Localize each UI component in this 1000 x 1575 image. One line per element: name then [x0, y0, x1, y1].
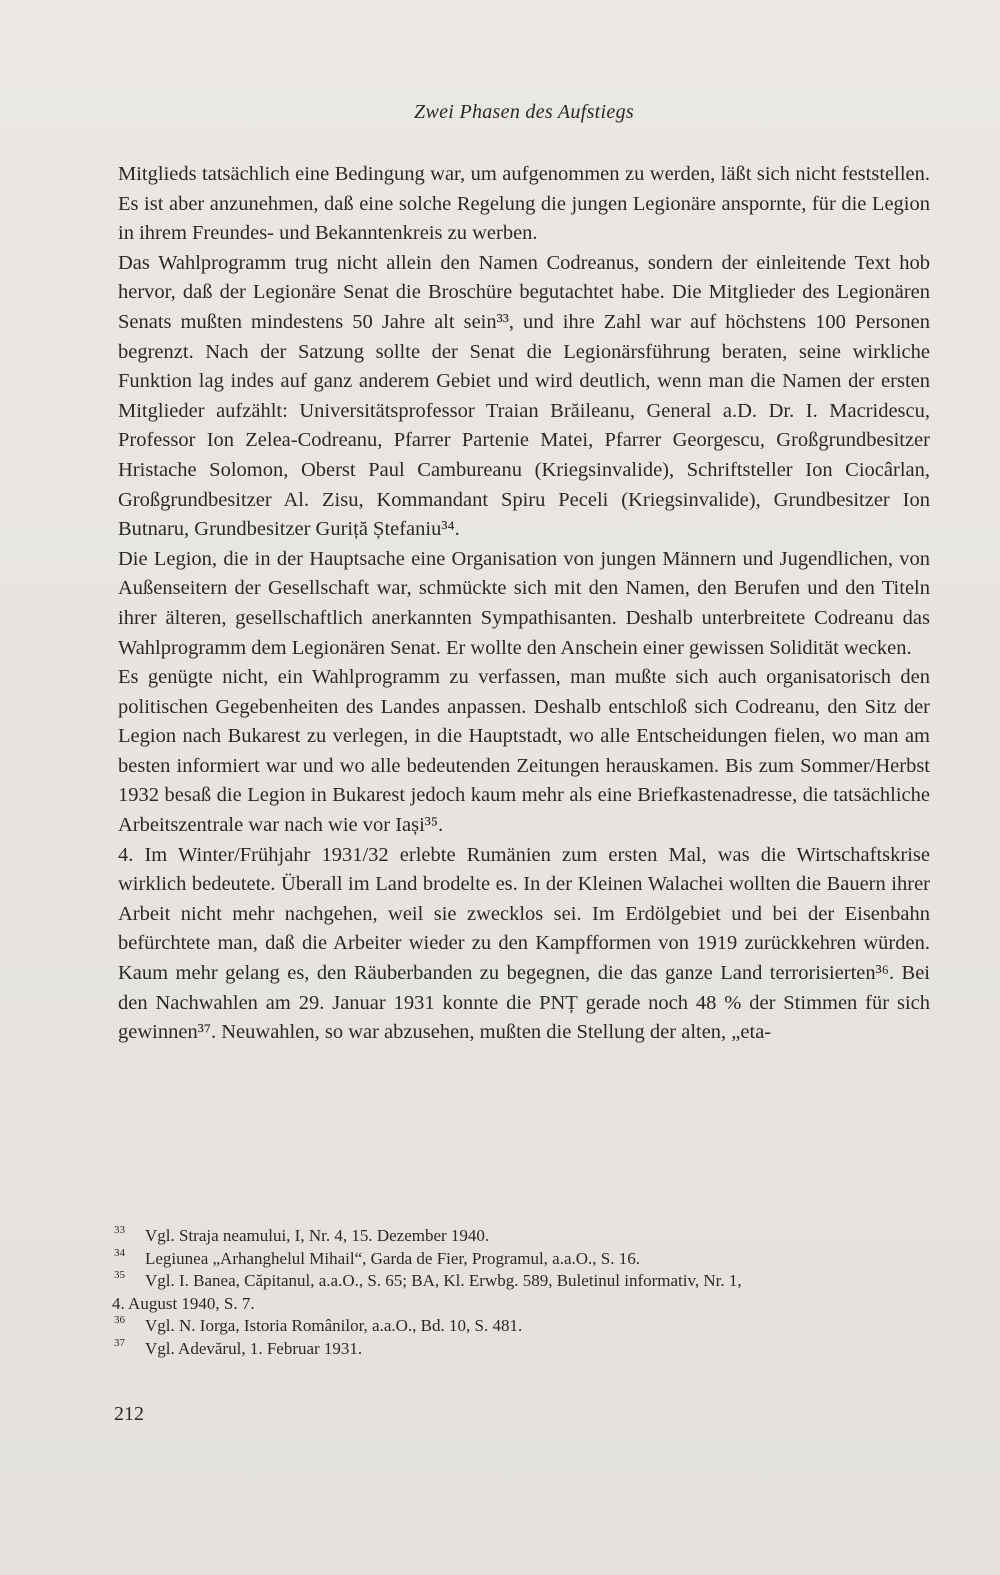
footnote-number: 35 [114, 1269, 125, 1282]
footnotes [112, 1225, 930, 1361]
footnote [112, 1315, 930, 1338]
page-number: 212 [114, 1403, 144, 1425]
footnote-text: Vgl. I. Banea, Căpitanul, a.a.O., S. 65; BA, Kl. Erwbg. 589, Buletinul informativ, Nr. 1, [145, 1271, 742, 1291]
footnote [112, 1270, 930, 1293]
footnote-number: 36 [114, 1314, 125, 1327]
footnote-continuation: 4. August 1940, S. 7. [112, 1293, 255, 1313]
footnote [112, 1248, 930, 1271]
footnote [112, 1338, 930, 1361]
footnote-text: Vgl. Adevărul, 1. Februar 1931. [145, 1338, 363, 1358]
running-title: Zwei Phasen des Aufstiegs [414, 101, 634, 123]
paragraph: Mitglieds tatsächlich eine Bedingung war, um aufgenommen zu werden, läßt sich nicht feststellen. Es ist aber anzunehmen, daß eine solche Regelung die jungen Legionäre anspornte, für die Legion in ihrem Freundes- und Bekanntenkreis zu werben. [118, 163, 930, 245]
footnote-text: Legiunea „Arhanghelul Mihail“, Garda de Fier, Programul, a.a.O., S. 16. [145, 1248, 641, 1268]
footnote-text: Vgl. Straja neamului, I, Nr. 4, 15. Dezember 1940. [145, 1226, 490, 1245]
footnote-number: 33 [114, 1224, 125, 1236]
paragraph: Es genügte nicht, ein Wahlprogramm zu verfassen, man mußte sich auch organisatorisch den politischen Gegebenheiten des Landes anpassen. Deshalb entschloß sich Codreanu, den Sitz der Legion nach Bukarest zu verlegen, in die Hauptstadt, wo alle Entscheidungen fielen, wo man am besten informiert war und wo alle bedeutenden Zeitungen herauskamen. Bis zum Sommer/Herbst 1932 besaß die Legion in Bukarest jedoch kaum mehr als eine Briefkastenadresse, die tatsächliche Arbeitszentrale war nach wie vor Iași³⁵. [118, 666, 930, 837]
footnote-number: 37 [114, 1336, 125, 1349]
paragraph: Die Legion, die in der Hauptsache eine Organisation von jungen Männern und Jugendlichen, von Außenseitern der Gesellschaft war, schmückte sich mit den Namen, den Berufen und den Titeln ihrer älteren, gesellschaftlich anerkannten Sympathisanten. Deshalb unterbreitete Codreanu das Wahlprogramm dem Legionären Senat. Er wollte den Anschein einer gewissen Solidität wecken. [118, 547, 930, 659]
paragraph: Das Wahlprogramm trug nicht allein den Namen Codreanus, sondern der einleitende Text hob hervor, daß der Legionäre Senat die Broschüre begutachtet habe. Die Mitglieder des Legionären Senats mußten mindestens 50 Jahre alt sein³³, und ihre Zahl war auf höchstens 100 Personen begrenzt. Nach der Satzung sollte der Senat die Legionärsführung beraten, seine wirkliche Funktion lag indes auf ganz anderem Gebiet und wird deutlich, wenn man die Namen der ersten Mitglieder aufzählt: Universitätsprofessor Traian Brăileanu, General a.D. Dr. I. Macridescu, Professor Ion Zelea-Codreanu, Pfarrer Partenie Matei, Pfarrer Georgescu, Großgrundbesitzer Hristache Solomon, Oberst Paul Cambureanu (Kriegsinvalide), Schriftsteller Ion Ciocârlan, Großgrundbesitzer Al. Zisu, Kommandant Spiru Peceli (Kriegsinvalide), Grundbesitzer Ion Butnaru, Grundbesitzer Guriță Ștefaniu³⁴. [118, 251, 930, 541]
footnote-number: 34 [114, 1246, 125, 1259]
footnote-text: Vgl. N. Iorga, Istoria Românilor, a.a.O., Bd. 10, S. 481. [145, 1316, 523, 1336]
footnote [112, 1225, 930, 1248]
paragraph: 4. Im Winter/Frühjahr 1931/32 erlebte Rumänien zum ersten Mal, was die Wirtschaftskrise wirklich bedeutete. Überall im Land brodelte es. In der Kleinen Walachei wollten die Bauern ihrer Arbeit nicht mehr nachgehen, weil sie zwecklos sei. Im Erdölgebiet und bei der Eisenbahn befürchtete man, daß die Arbeiter wieder zu den Kampfformen von 1919 zurückkehren würden. Kaum mehr gelang es, den Räuberbanden zu begegnen, die das ganze Land terrorisierten³⁶. Bei den Nachwahlen am 29. Januar 1931 konnte die PNȚ gerade noch 48 % der Stimmen für sich gewinnen³⁷. Neuwahlen, so war abzusehen, mußten die Stellung der alten, „eta- [118, 843, 930, 1044]
body-text [118, 160, 930, 1048]
